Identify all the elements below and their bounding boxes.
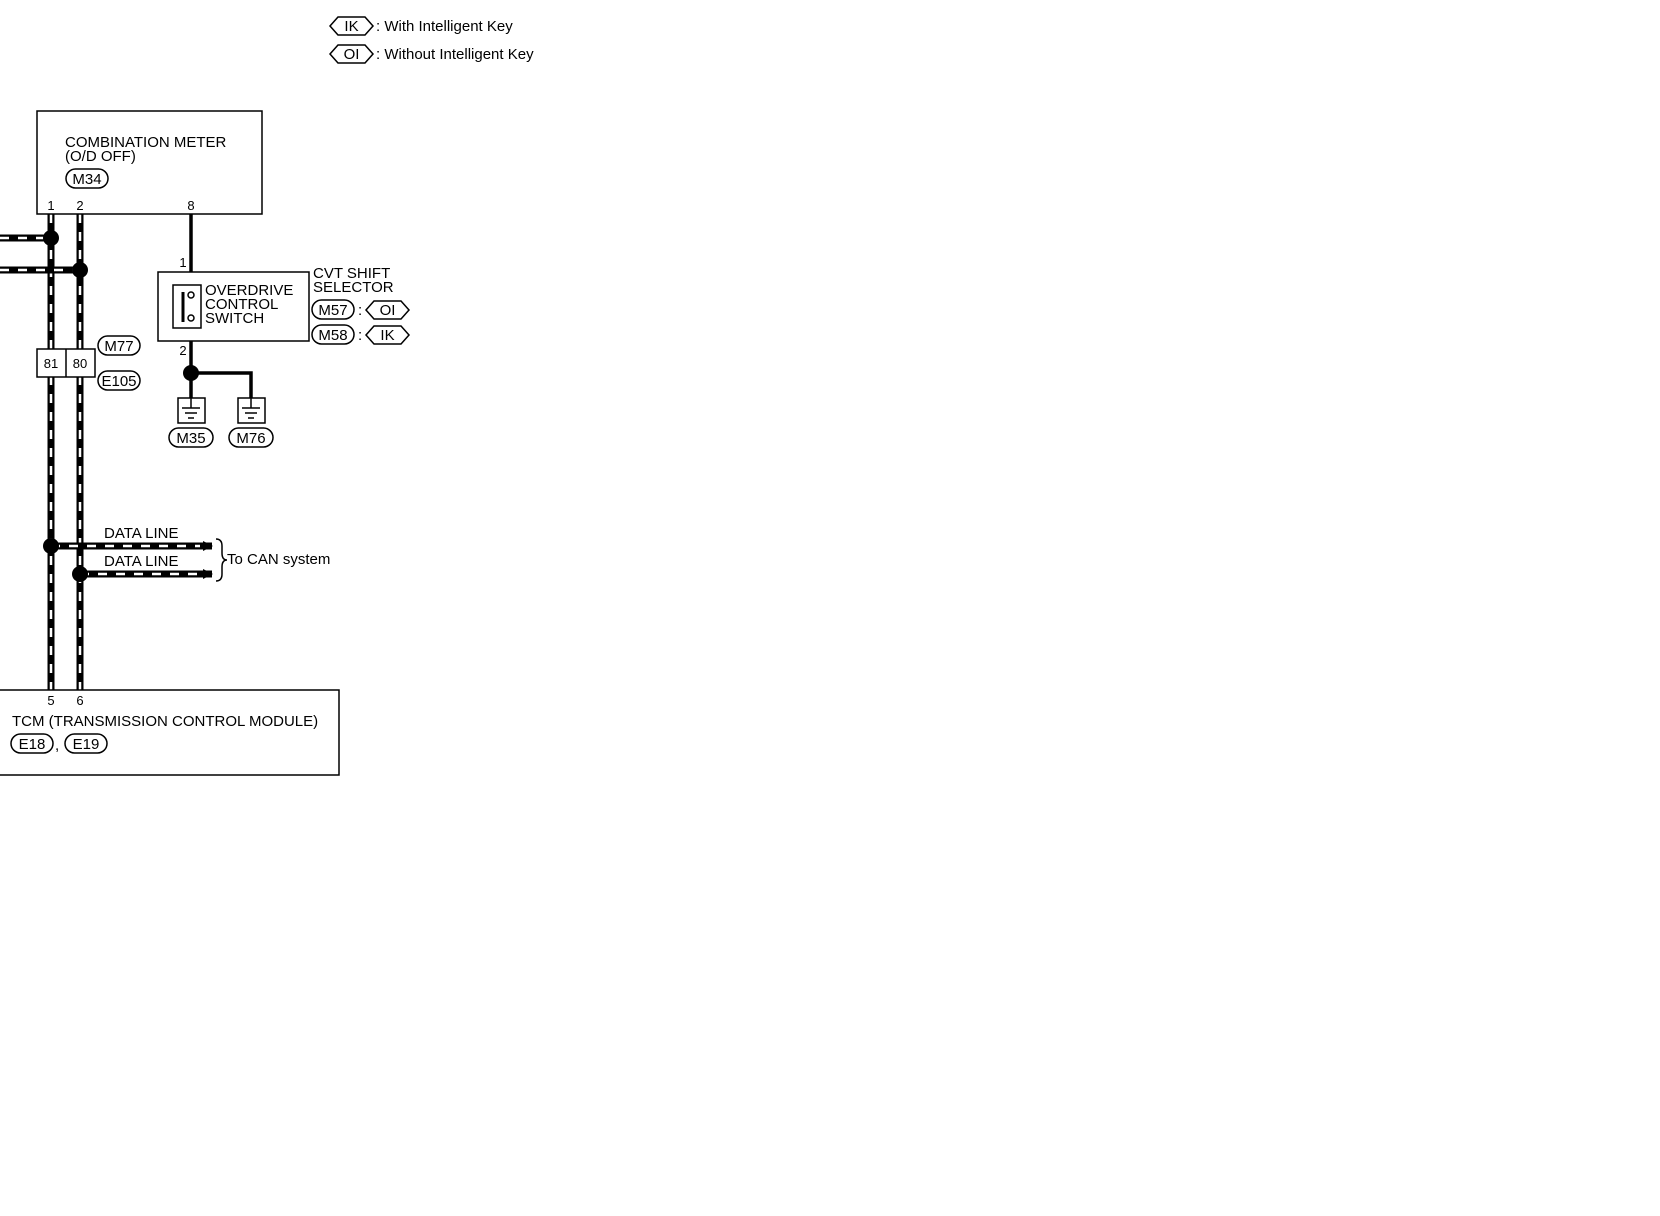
can-system-label: To CAN system <box>227 551 331 568</box>
switch-pin-2: 2 <box>179 343 187 358</box>
switch-label-line2: CONTROL <box>205 296 279 313</box>
splice-dot <box>183 365 199 381</box>
ik-tag-label: IK <box>344 18 359 35</box>
can-system-brace <box>216 539 227 581</box>
ik-legend-text: : With Intelligent Key <box>376 18 513 35</box>
switch-symbol-box <box>173 285 201 328</box>
joint-pin-80: 80 <box>72 356 88 371</box>
cvt-sep-1: : <box>358 302 363 319</box>
legend <box>330 17 534 63</box>
splice-dot <box>72 262 88 278</box>
switch-label-line3: SWITCH <box>205 310 265 327</box>
cvt-sep-2: : <box>358 327 363 344</box>
connector-m58-label: M58 <box>318 327 348 344</box>
connector-m77-label: M77 <box>104 338 134 355</box>
tcm <box>0 690 339 775</box>
connector-e18-label: E18 <box>18 736 46 753</box>
splice-dot <box>43 538 59 554</box>
ground-m35 <box>169 398 213 447</box>
legend-ik <box>330 17 513 35</box>
combination-meter-title: COMBINATION METER <box>65 134 227 151</box>
combination-meter <box>37 111 262 214</box>
switch-pin-1: 1 <box>179 255 187 270</box>
data-line-2-label: DATA LINE <box>104 553 179 570</box>
cvt-selector-title-1: CVT SHIFT <box>313 265 391 282</box>
tcm-connector-sep: , <box>55 737 60 754</box>
switch-contact-bottom <box>188 315 194 321</box>
meter-pin-8: 8 <box>187 198 195 213</box>
oi-tag-m57-label: OI <box>379 302 396 319</box>
oi-legend-text: : Without Intelligent Key <box>376 46 534 63</box>
tcm-title: TCM (TRANSMISSION CONTROL MODULE) <box>12 713 319 730</box>
connector-e105-label: E105 <box>101 373 137 390</box>
ground-m76-label: M76 <box>236 430 266 447</box>
meter-pin-1: 1 <box>47 198 55 213</box>
ground-m76 <box>229 398 273 447</box>
connector-m34-label: M34 <box>72 171 102 188</box>
combination-meter-subtitle: (O/D OFF) <box>65 148 136 165</box>
grounds <box>169 398 273 447</box>
ik-tag-m58-label: IK <box>380 327 395 344</box>
tcm-pin-5: 5 <box>47 693 55 708</box>
connector-m57-label: M57 <box>318 302 348 319</box>
connector-e19-label: E19 <box>72 736 100 753</box>
tcm-pin-6: 6 <box>76 693 84 708</box>
switch-label-line1: OVERDRIVE <box>205 282 294 299</box>
ground-m35-label: M35 <box>176 430 206 447</box>
splice-dot <box>72 566 88 582</box>
legend-oi <box>330 45 534 63</box>
ground-branch-wire <box>191 373 251 398</box>
switch-contact-top <box>188 292 194 298</box>
overdrive-control-switch <box>158 255 309 358</box>
meter-pin-2: 2 <box>76 198 84 213</box>
cvt-shift-selector <box>312 265 409 344</box>
cvt-selector-title-2: SELECTOR <box>313 279 394 296</box>
joint-pin-81: 81 <box>43 356 59 371</box>
oi-tag-label: OI <box>343 46 360 63</box>
data-line-1-label: DATA LINE <box>104 525 179 542</box>
splice-dot <box>43 230 59 246</box>
